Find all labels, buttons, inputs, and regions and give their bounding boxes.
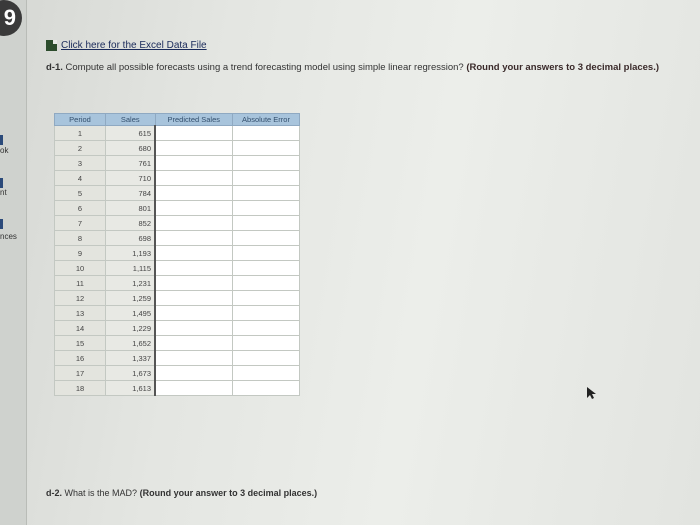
sales-cell: 784: [106, 186, 156, 201]
table-row: [55, 141, 300, 156]
sidebar-marker: [0, 219, 3, 229]
table-row: [55, 336, 300, 351]
period-cell: 17: [55, 366, 106, 381]
table-row: [55, 126, 300, 141]
table-row: [55, 351, 300, 366]
absolute-error-input[interactable]: [233, 321, 300, 336]
period-cell: 1: [55, 126, 106, 141]
table-row: [55, 216, 300, 231]
table-header-row: [55, 114, 300, 126]
question-d1-number: d-1.: [46, 62, 63, 73]
table-row: [55, 186, 300, 201]
sales-cell: 680: [106, 141, 156, 156]
predicted-sales-input[interactable]: [155, 156, 233, 171]
sales-cell: 1,115: [106, 261, 156, 276]
period-cell: 5: [55, 186, 106, 201]
period-cell: 11: [55, 276, 106, 291]
sidebar-label-1[interactable]: ok: [0, 146, 9, 155]
predicted-sales-input[interactable]: [155, 216, 233, 231]
period-cell: 10: [55, 261, 106, 276]
absolute-error-input[interactable]: [233, 231, 300, 246]
absolute-error-input[interactable]: [233, 201, 300, 216]
table-row: [55, 201, 300, 216]
sales-cell: 1,193: [106, 246, 156, 261]
question-d1: [46, 62, 666, 74]
period-cell: 2: [55, 141, 106, 156]
absolute-error-input[interactable]: [233, 291, 300, 306]
absolute-error-input[interactable]: [233, 351, 300, 366]
predicted-sales-input[interactable]: [155, 186, 233, 201]
sidebar-label-3[interactable]: nces: [0, 232, 17, 241]
table-row: [55, 231, 300, 246]
absolute-error-input[interactable]: [233, 366, 300, 381]
header-predicted-sales: Predicted Sales: [155, 114, 233, 126]
question-d2-instruction: (Round your answer to 3 decimal places.): [139, 488, 318, 498]
absolute-error-input[interactable]: [233, 261, 300, 276]
table-row: [55, 261, 300, 276]
header-sales: Sales: [106, 114, 156, 126]
predicted-sales-input[interactable]: [155, 321, 233, 336]
sales-cell: 1,613: [106, 381, 156, 396]
period-cell: 6: [55, 201, 106, 216]
sales-cell: 1,495: [106, 306, 156, 321]
absolute-error-input[interactable]: [233, 156, 300, 171]
table-body: [55, 126, 300, 396]
sales-cell: 1,229: [106, 321, 156, 336]
sidebar-label-2[interactable]: nt: [0, 188, 7, 197]
table-row: [55, 366, 300, 381]
header-period: Period: [55, 114, 106, 126]
table-row: [55, 381, 300, 396]
sidebar-marker: [0, 178, 3, 188]
sales-cell: 1,231: [106, 276, 156, 291]
predicted-sales-input[interactable]: [155, 291, 233, 306]
predicted-sales-input[interactable]: [155, 231, 233, 246]
period-cell: 15: [55, 336, 106, 351]
question-d1-text: Compute all possible forecasts using a trend forecasting model using simple linear regression?: [65, 62, 464, 73]
table-row: [55, 276, 300, 291]
table-row: [55, 246, 300, 261]
period-cell: 12: [55, 291, 106, 306]
predicted-sales-input[interactable]: [155, 366, 233, 381]
absolute-error-input[interactable]: [233, 216, 300, 231]
table-row: [55, 291, 300, 306]
absolute-error-input[interactable]: [233, 381, 300, 396]
sales-cell: 710: [106, 171, 156, 186]
period-cell: 8: [55, 231, 106, 246]
predicted-sales-input[interactable]: [155, 306, 233, 321]
table-row: [55, 171, 300, 186]
predicted-sales-input[interactable]: [155, 276, 233, 291]
predicted-sales-input[interactable]: [155, 261, 233, 276]
period-cell: 4: [55, 171, 106, 186]
sales-cell: 615: [106, 126, 156, 141]
absolute-error-input[interactable]: [233, 336, 300, 351]
absolute-error-input[interactable]: [233, 306, 300, 321]
absolute-error-input[interactable]: [233, 126, 300, 141]
absolute-error-input[interactable]: [233, 246, 300, 261]
predicted-sales-input[interactable]: [155, 336, 233, 351]
predicted-sales-input[interactable]: [155, 351, 233, 366]
forecast-table: [54, 113, 300, 396]
excel-data-file-link[interactable]: [46, 40, 207, 51]
sales-cell: 698: [106, 231, 156, 246]
period-cell: 9: [55, 246, 106, 261]
file-download-icon: [46, 40, 57, 51]
sales-cell: 1,673: [106, 366, 156, 381]
period-cell: 14: [55, 321, 106, 336]
question-d2: [46, 488, 317, 498]
sales-cell: 1,259: [106, 291, 156, 306]
excel-link-label[interactable]: Click here for the Excel Data File: [61, 40, 207, 51]
sales-cell: 852: [106, 216, 156, 231]
period-cell: 16: [55, 351, 106, 366]
absolute-error-input[interactable]: [233, 141, 300, 156]
table-row: [55, 306, 300, 321]
question-number-badge: 9: [0, 0, 22, 36]
left-sidebar-strip: [0, 0, 27, 525]
predicted-sales-input[interactable]: [155, 126, 233, 141]
sidebar-marker: [0, 135, 3, 145]
predicted-sales-input[interactable]: [155, 201, 233, 216]
period-cell: 7: [55, 216, 106, 231]
mouse-pointer-icon: [586, 386, 596, 400]
question-d2-text: What is the MAD?: [64, 488, 138, 498]
predicted-sales-input[interactable]: [155, 171, 233, 186]
predicted-sales-input[interactable]: [155, 246, 233, 261]
header-absolute-error: Absolute Error: [233, 114, 300, 126]
period-cell: 18: [55, 381, 106, 396]
predicted-sales-input[interactable]: [155, 381, 233, 396]
sales-cell: 1,337: [106, 351, 156, 366]
table-row: [55, 156, 300, 171]
predicted-sales-input[interactable]: [155, 141, 233, 156]
sales-cell: 761: [106, 156, 156, 171]
absolute-error-input[interactable]: [233, 171, 300, 186]
absolute-error-input[interactable]: [233, 186, 300, 201]
period-cell: 3: [55, 156, 106, 171]
question-d1-instruction: (Round your answers to 3 decimal places.): [466, 62, 660, 73]
period-cell: 13: [55, 306, 106, 321]
question-d2-number: d-2.: [46, 488, 63, 498]
absolute-error-input[interactable]: [233, 276, 300, 291]
sales-cell: 801: [106, 201, 156, 216]
sales-cell: 1,652: [106, 336, 156, 351]
table-row: [55, 321, 300, 336]
